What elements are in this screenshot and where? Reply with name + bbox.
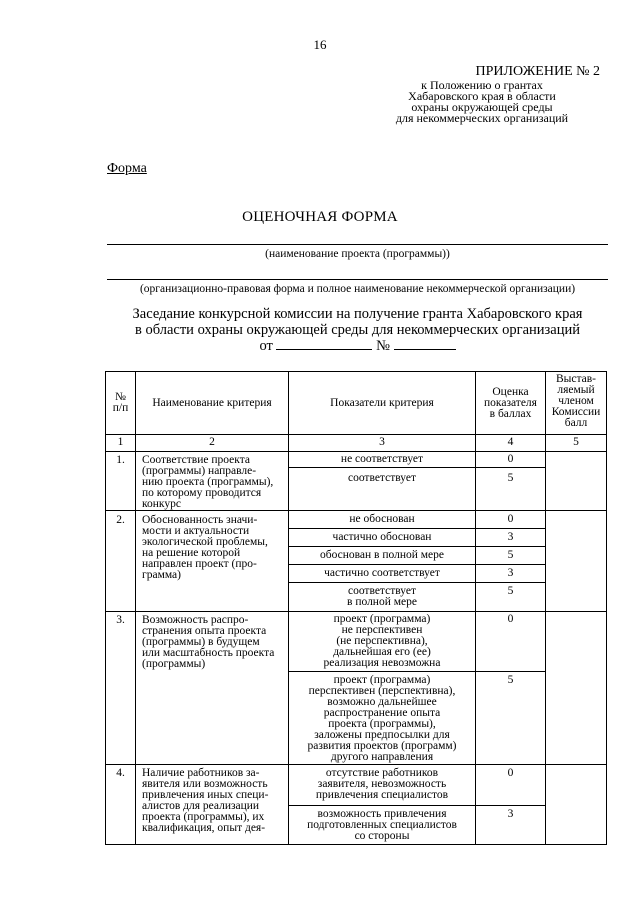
indicator-score: 0 bbox=[507, 513, 514, 525]
indicator-score: 5 bbox=[507, 549, 514, 561]
criterion-name: Наличие работников за- явителя или возможность привлечения иных специ- алистов для реализации проекта (программы), их квалификация, опыт дея- bbox=[142, 767, 269, 834]
meeting-date-line bbox=[107, 338, 608, 354]
number-prefix: № bbox=[376, 338, 390, 354]
appendix-line: к Положению о грантах bbox=[421, 78, 543, 92]
meeting-line-1: Заседание конкурсной комиссии на получение гранта Хабаровского края bbox=[132, 306, 583, 322]
indicator-score: 5 bbox=[507, 585, 514, 597]
number-blank bbox=[394, 338, 456, 350]
col-number: 3 bbox=[379, 436, 385, 448]
indicator: соответствует в полной мере bbox=[347, 585, 417, 608]
header-criterion: Наименование критерия bbox=[152, 397, 272, 409]
appendix-subtitle bbox=[362, 80, 602, 124]
appendix-line: Хабаровского края в области bbox=[408, 89, 556, 103]
meeting-block bbox=[107, 306, 608, 354]
org-name-line bbox=[107, 279, 608, 280]
indicator: частично обоснован bbox=[332, 531, 432, 543]
date-prefix: от bbox=[259, 338, 273, 354]
indicator: обоснован в полной мере bbox=[319, 549, 445, 561]
col-number: 2 bbox=[209, 436, 215, 448]
indicator-score: 5 bbox=[507, 674, 514, 686]
row-num: 4. bbox=[116, 767, 125, 779]
indicator: возможность привлечения подготовленных специалистов со стороны bbox=[307, 808, 457, 842]
indicator: проект (программа) не перспективен (не перспективна), дальнейшая его (ее) реализация невозможна bbox=[323, 613, 441, 669]
criterion-name: Соответствие проекта (программы) направле- нию проекта (программы), по которому проводится конкурс bbox=[142, 454, 274, 510]
header-score: Оценка показателя в баллах bbox=[484, 386, 537, 420]
indicator: частично соответствует bbox=[324, 567, 440, 579]
org-name-caption: (организационно-правовая форма и полное наименование некоммерческой организации) bbox=[139, 283, 576, 295]
header-num: № п/п bbox=[112, 391, 129, 414]
indicator-score: 3 bbox=[507, 567, 514, 579]
appendix-line: охраны окружающей среды bbox=[411, 100, 553, 114]
indicator-score: 3 bbox=[507, 531, 514, 543]
meeting-line-2: в области охраны окружающей среды для некоммерческих организаций bbox=[135, 322, 580, 338]
col-number: 4 bbox=[507, 436, 514, 448]
col-number: 5 bbox=[573, 436, 579, 448]
criterion-name: Обоснованность значи- мости и актуальности экологической проблемы, на решение которой направлен проект (про- грамма) bbox=[142, 514, 268, 581]
row-num: 2. bbox=[116, 514, 125, 526]
indicator: соответствует bbox=[347, 472, 416, 484]
form-label: Форма bbox=[107, 161, 147, 176]
row-num: 1. bbox=[116, 454, 125, 466]
indicator-score: 0 bbox=[507, 453, 514, 465]
indicator: не обоснован bbox=[349, 513, 415, 525]
indicator-score: 0 bbox=[507, 767, 514, 779]
project-name-caption: (наименование проекта (программы)) bbox=[265, 248, 450, 260]
indicator: не соответствует bbox=[340, 453, 424, 465]
project-name-line bbox=[107, 244, 608, 245]
indicator-score: 5 bbox=[507, 472, 514, 484]
indicator-score: 0 bbox=[507, 613, 514, 625]
col-number: 1 bbox=[117, 436, 124, 448]
document-title: ОЦЕНОЧНАЯ ФОРМА bbox=[242, 209, 398, 225]
page-number: 16 bbox=[313, 37, 327, 52]
indicator-score: 3 bbox=[507, 808, 514, 820]
appendix-line: для некоммерческих организаций bbox=[395, 111, 569, 125]
date-blank bbox=[276, 338, 372, 350]
indicator: проект (программа) перспективен (перспективна), возможно дальнейшее распространение опыта проекта (программы), заложены предпосылки для развития проектов (программ) другого направления bbox=[307, 674, 457, 763]
appendix-title: ПРИЛОЖЕНИЕ № 2 bbox=[475, 64, 600, 79]
criterion-name: Возможность распро- странения опыта проекта (программы) в будущем или масштабность проекта (программы) bbox=[142, 614, 275, 670]
indicator: отсутствие работников заявителя, невозможность привлечения специалистов bbox=[315, 767, 449, 801]
header-indicators: Показатели критерия bbox=[330, 397, 434, 409]
header-commission: Выстав- ляемый членом Комиссии балл bbox=[551, 373, 601, 429]
row-num: 3. bbox=[116, 614, 125, 626]
